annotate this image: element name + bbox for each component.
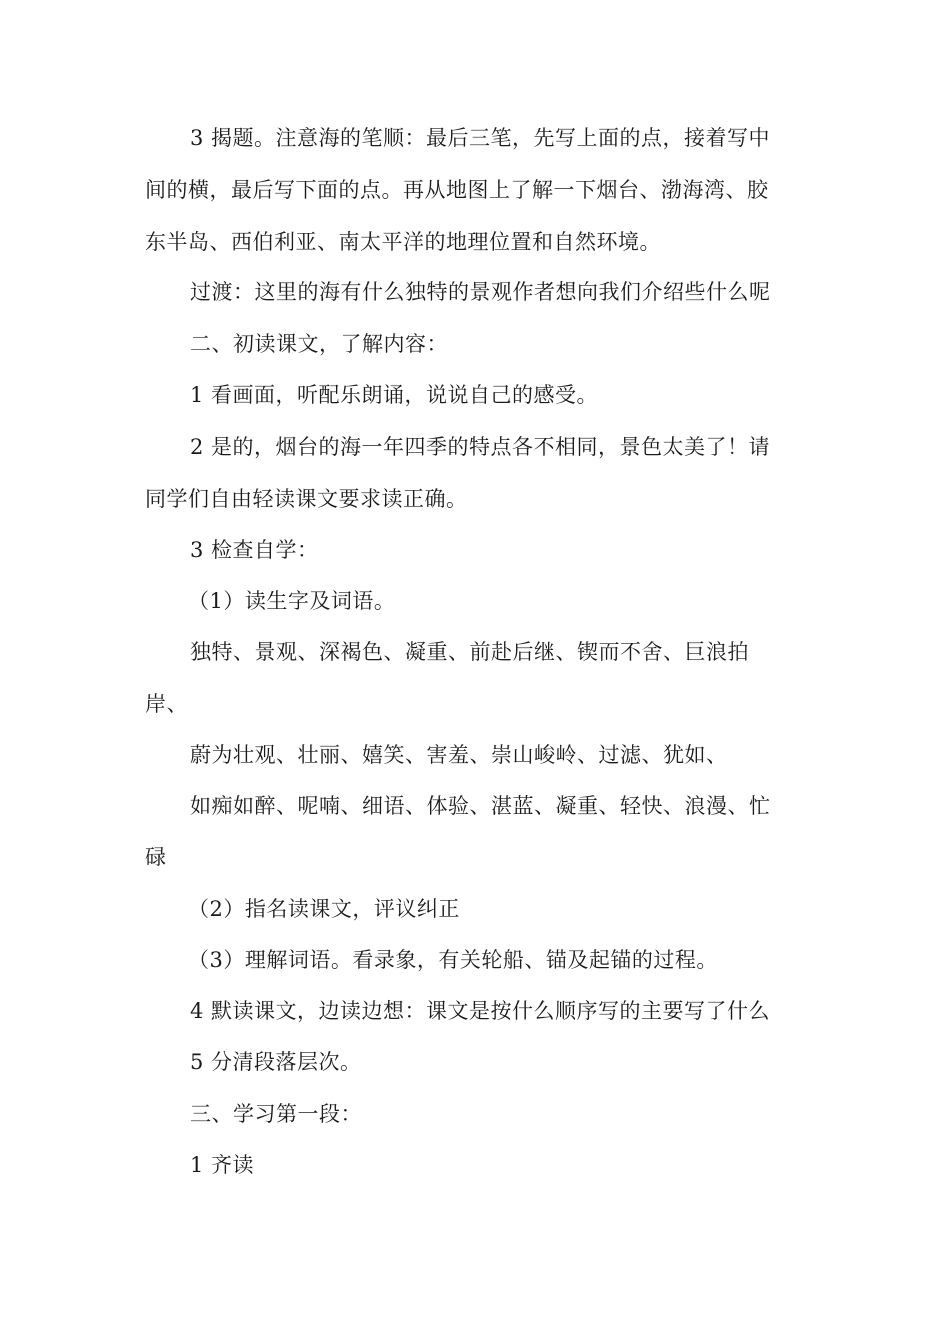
paragraph-line: 1 齐读 [190,1153,255,1177]
paragraph-line: 5 分清段落层次。 [190,1050,362,1074]
paragraph-line: 1 看画面，听配乐朗诵，说说自己的感受。 [190,383,599,407]
vocabulary-line: 蔚为壮观、壮丽、嬉笑、害羞、崇山峻岭、过滤、犹如、 [190,743,728,767]
paragraph-line: 3 检查自学： [190,538,319,562]
paragraph-line: （2）指名读课文，评议纠正 [188,897,460,921]
paragraph-line: （3）理解词语。看录象，有关轮船、锚及起锚的过程。 [188,948,718,972]
paragraph-line: 4 默读课文，边读边想：课文是按什么顺序写的主要写了什么 [190,999,771,1023]
paragraph-line: 3 揭题。注意海的笔顺：最后三笔，先写上面的点，接着写中 [190,126,771,150]
vocabulary-line: 如痴如醉、呢喃、细语、体验、湛蓝、凝重、轻快、浪漫、忙 [190,794,771,818]
paragraph-line: 间的横，最后写下面的点。再从地图上了解一下烟台、渤海湾、胶 [145,178,769,202]
paragraph-line: 同学们自由轻读课文要求读正确。 [145,487,468,511]
vocabulary-line: 岸、 [145,692,188,716]
vocabulary-line: 独特、景观、深褐色、凝重、前赴后继、锲而不舍、巨浪拍 [190,640,749,664]
paragraph-line: （1）读生字及词语。 [188,589,396,613]
vocabulary-line: 碌 [145,845,167,869]
section-heading: 三、学习第一段： [190,1102,362,1126]
section-heading: 二、初读课文，了解内容： [190,332,448,356]
paragraph-line: 过渡：这里的海有什么独特的景观作者想向我们介绍些什么呢 [190,280,771,304]
paragraph-line: 东半岛、西伯利亚、南太平洋的地理位置和自然环境。 [145,230,661,254]
paragraph-line: 2 是的，烟台的海一年四季的特点各不相同，景色太美了！请 [190,435,771,459]
